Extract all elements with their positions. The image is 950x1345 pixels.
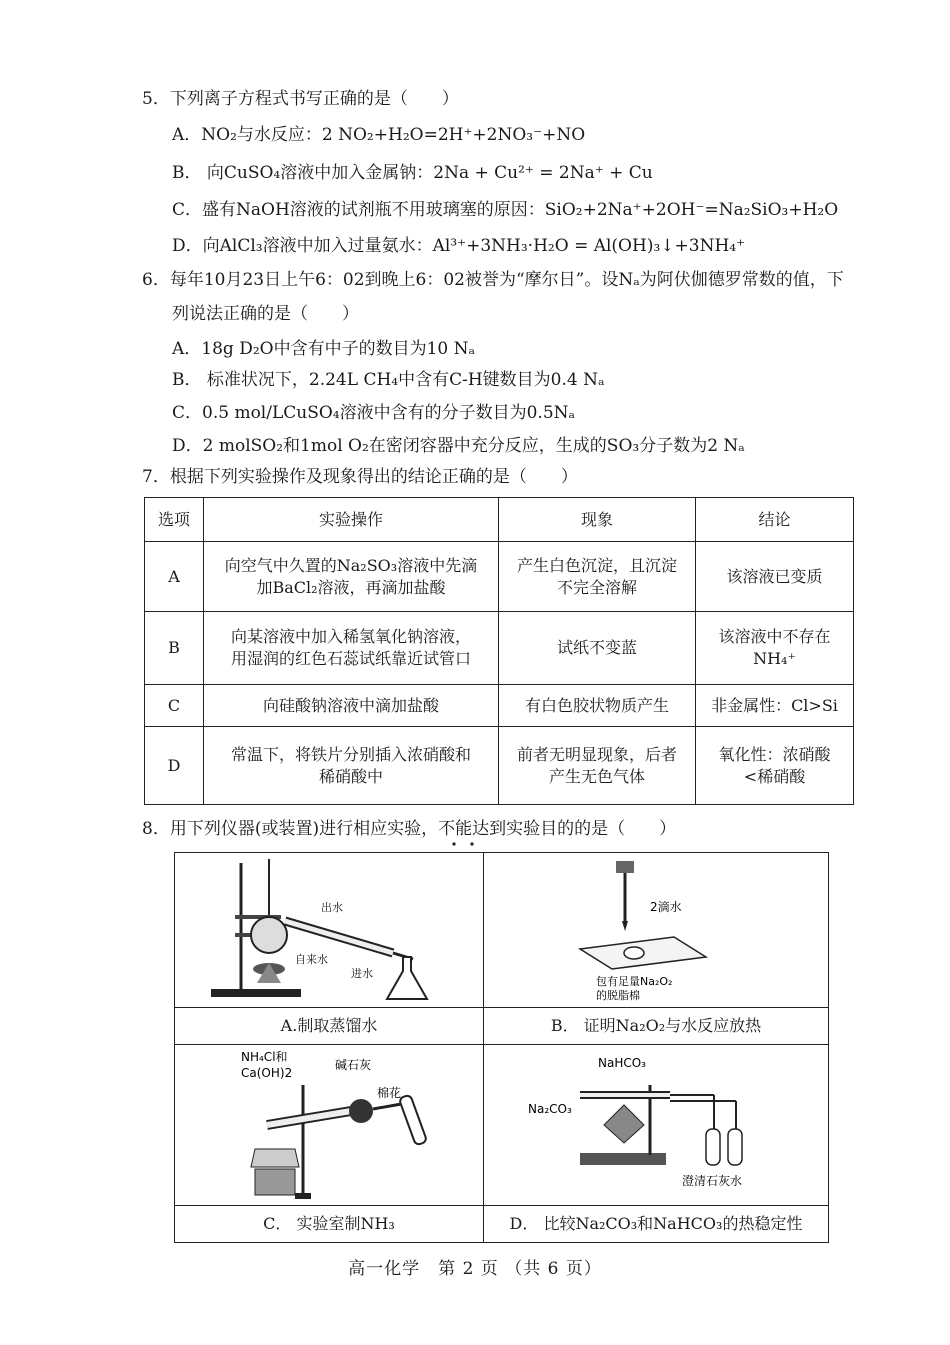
q8-table <box>174 852 829 1243</box>
line: 产生无色气体 <box>548 766 645 786</box>
q7-row-a-operation <box>204 542 499 612</box>
q7-row-b-phenomenon <box>499 612 696 685</box>
q6-option-d: D．2 molSO₂和1mol O₂在密闭容器中充分反应，生成的SO₃分子数为2 Nₐ <box>172 436 745 456</box>
q7-header-conclusion: 结论 <box>696 498 854 542</box>
emphasis-dots <box>448 840 488 848</box>
q8-image-row-2 <box>175 1045 829 1206</box>
q6-option-c: C．0.5 mol/LCuSO₄溶液中含有的分子数目为0.5Nₐ <box>172 403 576 423</box>
label-out-water: 出水 <box>321 901 343 914</box>
ammonia-apparatus-icon <box>175 1045 483 1201</box>
q7-row-c-operation: 向硅酸钠溶液中滴加盐酸 <box>204 685 499 727</box>
q8-stem-emphasis: 不能 <box>438 819 473 839</box>
q8-caption-row-1 <box>175 1008 829 1045</box>
line: 氧化性：浓硝酸 <box>718 744 831 764</box>
q6-option-b: B． 标准状况下，2.24L CH₄中含有C-H键数目为0.4 Nₐ <box>172 370 605 390</box>
q5-stem: 5．下列离子方程式书写正确的是（ ） <box>142 89 459 109</box>
apparatus-b-cell <box>484 853 829 1008</box>
q7-header-operation: 实验操作 <box>204 498 499 542</box>
page-footer: 高一化学 第 2 页 （共 6 页） <box>348 1259 602 1279</box>
q6-option-a: A．18g D₂O中含有中子的数目为10 Nₐ <box>172 339 476 359</box>
q8-caption-row-2 <box>175 1206 829 1243</box>
q7-row-d-operation <box>204 727 499 805</box>
label-soda-lime: 碱石灰 <box>335 1058 372 1072</box>
q7-row-a-option: A <box>145 542 204 612</box>
q8-stem-post: 达到实验目的的是（ ） <box>472 819 677 839</box>
line: 加BaCl₂溶液，再滴加盐酸 <box>256 577 446 597</box>
label-tap-water: 自来水 <box>295 953 328 966</box>
line: 常温下，将铁片分别插入浓硝酸和 <box>230 744 471 764</box>
q8-stem-pre: 8．用下列仪器(或装置)进行相应实验， <box>142 819 439 839</box>
label-cotton: 棉花 <box>377 1086 402 1100</box>
q5-option-c: C．盛有NaOH溶液的试剂瓶不用玻璃塞的原因：SiO₂+2Na⁺+2OH⁻=Na₂SiO₃+H₂O <box>172 200 839 220</box>
label-nahco3: NaHCO₃ <box>598 1056 646 1070</box>
apparatus-d-cell <box>484 1045 829 1206</box>
distillation-apparatus-icon <box>175 853 483 1003</box>
line: 不完全溶解 <box>556 577 637 597</box>
caption-d: D． 比较Na₂CO₃和NaHCO₃的热稳定性 <box>484 1206 829 1243</box>
q5-option-a: A．NO₂与水反应：2 NO₂+H₂O=2H⁺+2NO₃⁻+NO <box>172 125 586 145</box>
q7-row-b-operation <box>204 612 499 685</box>
q8-image-row-1 <box>175 853 829 1008</box>
label-caoh2: Ca(OH)2 <box>241 1066 293 1080</box>
line: NH₄⁺ <box>753 649 796 668</box>
q7-header-option: 选项 <box>145 498 204 542</box>
q7-row-a-conclusion <box>696 542 854 612</box>
q7-header-row <box>145 498 854 542</box>
q8-stem <box>142 818 676 840</box>
q7-row-d-conclusion <box>696 727 854 805</box>
q7-row-c-option: C <box>145 685 204 727</box>
dropper-cotton-icon <box>484 853 828 1003</box>
label-nh4cl: NH₄Cl和 <box>241 1050 288 1064</box>
line: 试纸不变蓝 <box>556 638 637 657</box>
q7-row-a <box>145 542 854 612</box>
line: 向空气中久置的Na₂SO₃溶液中先滴 <box>224 555 478 575</box>
q7-row-b-conclusion <box>696 612 854 685</box>
q7-row-d <box>145 727 854 805</box>
line: 该溶液中不存在 <box>718 627 831 646</box>
q7-row-d-option: D <box>145 727 204 805</box>
line: 前者无明显现象，后者 <box>516 744 677 764</box>
q5-option-b: B． 向CuSO₄溶液中加入金属钠：2Na + Cu²⁺ = 2Na⁺ + Cu <box>172 163 653 183</box>
q7-row-a-phenomenon <box>499 542 696 612</box>
q7-row-b <box>145 612 854 685</box>
apparatus-c-cell <box>175 1045 484 1206</box>
caption-a: A.制取蒸馏水 <box>175 1008 484 1045</box>
q7-row-c <box>145 685 854 727</box>
q5-option-d: D．向AlCl₃溶液中加入过量氨水：Al³⁺+3NH₃·H₂O = Al(OH)₃↓+3NH₄⁺ <box>172 236 746 256</box>
label-two-drops: 2滴水 <box>650 900 682 914</box>
label-wrapped-na2o2: 包有足量Na₂O₂ <box>596 975 673 988</box>
label-na2co3: Na₂CO₃ <box>528 1102 572 1116</box>
line: 稀硝酸中 <box>318 766 383 786</box>
q7-row-d-phenomenon <box>499 727 696 805</box>
line: 产生白色沉淀，且沉淀 <box>516 555 677 575</box>
q7-table <box>144 497 854 805</box>
thermal-stability-apparatus-icon <box>484 1045 828 1201</box>
line: 向某溶液中加入稀氢氧化钠溶液， <box>230 627 471 646</box>
q7-header-phenomenon: 现象 <box>499 498 696 542</box>
q6-stem-line1: 6．每年10月23日上午6：02到晚上6：02被誉为“摩尔日”。设Nₐ为阿伏伽德罗常数的值，下 <box>142 270 844 290</box>
line: 该溶液已变质 <box>726 566 823 586</box>
apparatus-a-cell <box>175 853 484 1008</box>
line: <稀硝酸 <box>743 766 806 786</box>
label-in-water: 进水 <box>351 967 373 980</box>
q7-row-c-conclusion: 非金属性：Cl>Si <box>696 685 854 727</box>
caption-c: C． 实验室制NH₃ <box>175 1206 484 1243</box>
q6-stem-line2: 列说法正确的是（ ） <box>172 304 359 324</box>
q7-stem: 7．根据下列实验操作及现象得出的结论正确的是（ ） <box>142 467 578 487</box>
q7-row-c-phenomenon: 有白色胶状物质产生 <box>499 685 696 727</box>
label-limewater: 澄清石灰水 <box>682 1174 743 1188</box>
q7-row-b-option: B <box>145 612 204 685</box>
label-cotton: 的脱脂棉 <box>596 989 640 1002</box>
line: 用湿润的红色石蕊试纸靠近试管口 <box>230 649 471 668</box>
caption-b: B． 证明Na₂O₂与水反应放热 <box>484 1008 829 1045</box>
